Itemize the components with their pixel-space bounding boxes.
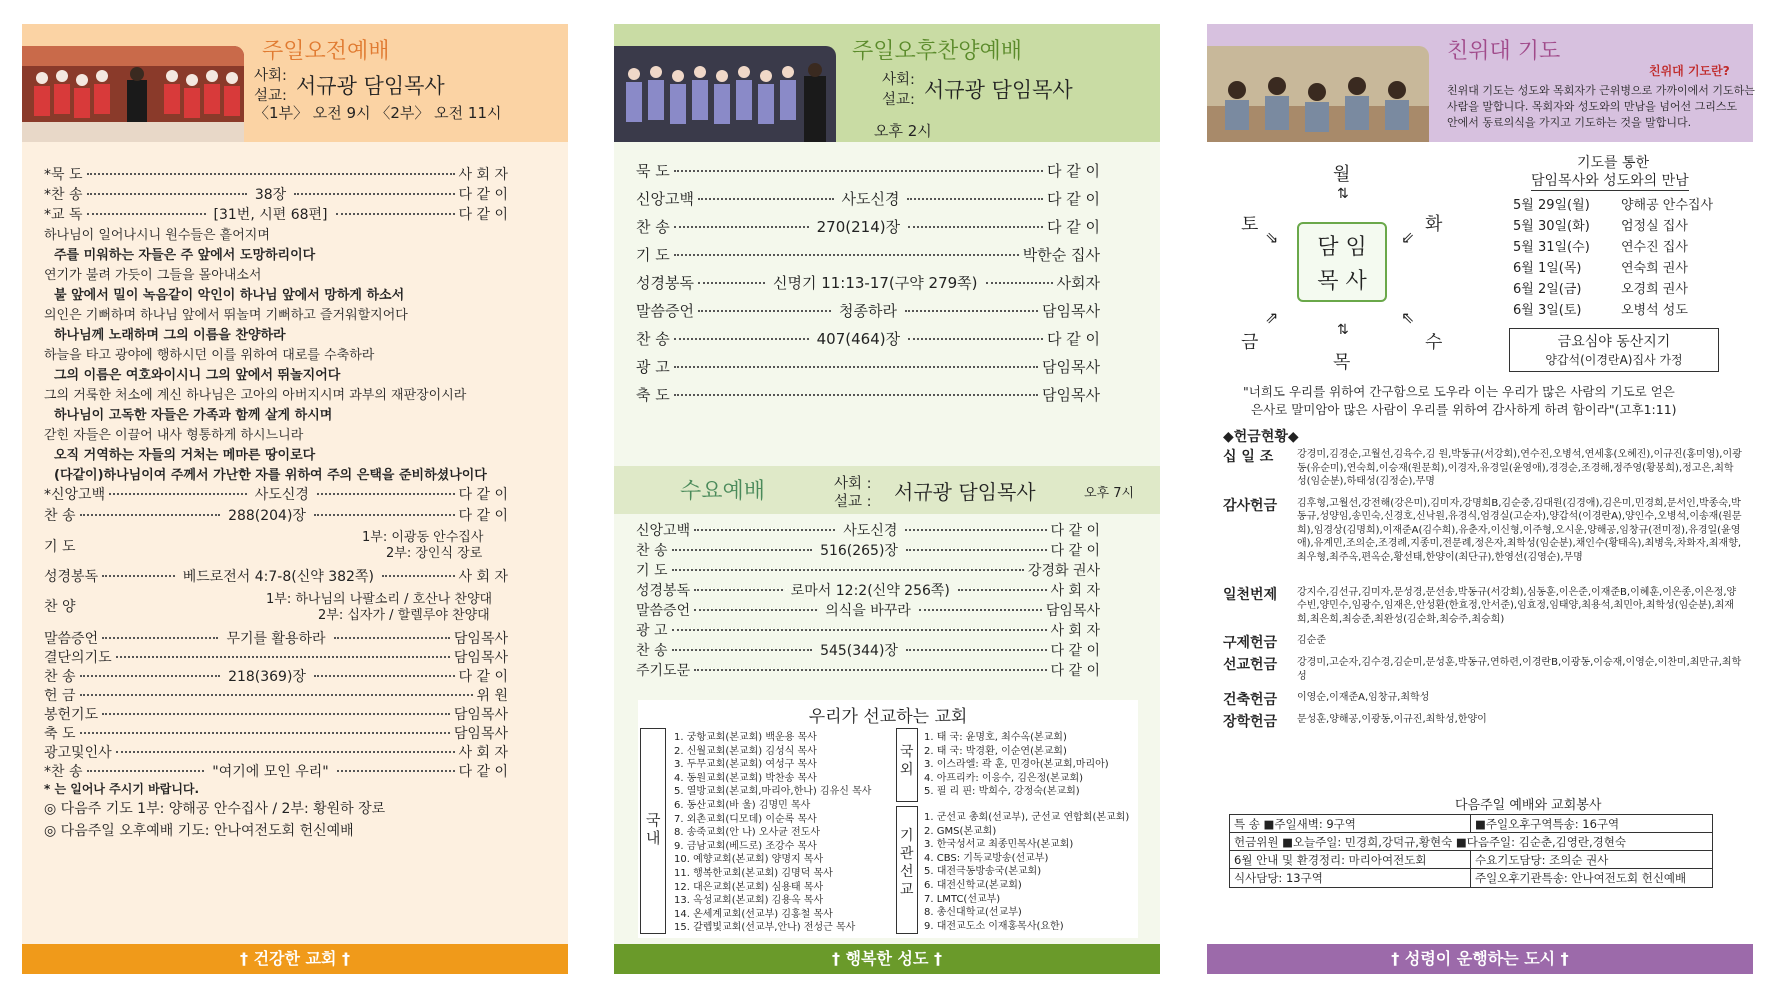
domestic-mission-item: 2. 신월교회(본교회) 김성식 목사: [674, 745, 817, 757]
item-content: 의식을 바꾸라: [825, 603, 911, 619]
prayer-second-service: 2부: 장인식 장로: [386, 546, 483, 561]
item-leader: 다 같 이: [458, 487, 509, 503]
item-leader: 다 같 이: [458, 669, 509, 685]
item-label: 광 고: [636, 623, 668, 639]
domestic-mission-item: 9. 금남교회(베드로) 조강수 목사: [674, 840, 817, 852]
offering-category: 선교헌금: [1223, 657, 1278, 673]
prayer-circle-diagram: [1233, 154, 1453, 378]
item-content: 로마서 12:2(신약 256쪽): [790, 583, 950, 599]
panel-header: [1207, 24, 1753, 142]
offering-category: 장학헌금: [1223, 714, 1278, 730]
order-row: [636, 216, 1100, 237]
choir-photo: [614, 46, 836, 142]
mission-title: 우리가 선교하는 교회: [808, 707, 968, 727]
order-row: [636, 520, 1100, 540]
order-row: [44, 204, 508, 224]
order-row: [636, 384, 1100, 405]
order-row: [636, 660, 1100, 680]
panel-title: 친위대 기도: [1447, 39, 1561, 64]
day-saturday: 토: [1241, 214, 1259, 235]
org-mission-item: 4. CBS: 기독교방송(선교부): [924, 852, 1049, 864]
domestic-mission-item: 8. 송죽교회(안 나) 오사균 전도사: [674, 827, 820, 839]
service-cell: 주일오후기관특송: 안나여전도회 헌신예배: [1475, 871, 1687, 885]
service-time: 오후 2시: [874, 122, 932, 140]
item-content: 38장: [254, 187, 287, 203]
wed-preacher-label: 설교 :: [834, 494, 872, 510]
offering-names: 문성훈,양해공,이광동,이규진,최학성,한양이: [1297, 714, 1487, 725]
day-friday: 금: [1241, 332, 1259, 353]
order-row: [44, 742, 508, 762]
domestic-mission-item: 14. 온세계교회(선교부) 김홍철 목사: [674, 908, 833, 920]
day-thursday: 목: [1333, 352, 1351, 373]
responsive-reading-line: 갇힌 자들은 이끌어 내사 형통하게 하시느니라: [44, 428, 304, 443]
org-mission-item: 8. 총신대학교(선교부): [924, 907, 1022, 919]
panel-title: 주일오전예배: [262, 39, 390, 64]
afternoon-worship-panel: [614, 24, 1160, 974]
item-label: 묵 도: [636, 162, 670, 180]
item-leader: 다 같 이: [458, 508, 509, 524]
item-leader: 담임목사: [453, 650, 508, 666]
item-label: 성경봉독: [636, 274, 694, 292]
description-line: 사람을 말합니다. 목회자와 성도와의 만남을 넘어선 그리스도: [1447, 100, 1738, 113]
service-times: 〈1부〉 오전 9시 〈2부〉 오전 11시: [254, 104, 502, 122]
service-cell: 특 송 ■주일새벽: 9구역: [1230, 815, 1471, 832]
item-leader: 다 같 이: [458, 207, 509, 223]
item-label: 찬 송: [636, 218, 670, 236]
schedule-date: 6월 1일(목): [1513, 261, 1582, 276]
foreign-mission-item: 4. 아프리카: 이응수, 김은정(본교회): [924, 772, 1084, 784]
description-line: 안에서 동료의식을 가지고 기도하는 것을 말합니다.: [1447, 116, 1692, 129]
item-leader: 다 같 이: [1047, 218, 1101, 236]
domestic-mission-item: 7. 외촌교회(디모데) 이순록 목사: [674, 813, 817, 825]
offering-names: 김순준: [1297, 635, 1326, 646]
wednesday-header: [614, 466, 1160, 514]
service-cell: 헌금위원 ■오늘주일: 민경희,강덕규,황현숙 ■다음주일: 김순춘,김영란,경현숙: [1234, 835, 1626, 849]
day-wednesday: 수: [1425, 332, 1443, 353]
service-row: [1230, 851, 1712, 869]
panel-header: [614, 24, 1160, 142]
item-label: 성경봉독: [636, 583, 691, 599]
item-label: 찬 송: [636, 643, 668, 659]
panel-header: [22, 24, 568, 142]
friday-vigil-name: 양갑석(이경란A)집사 가정: [1545, 353, 1683, 367]
item-label: *찬 송: [44, 187, 83, 203]
item-label: 신앙고백: [636, 523, 691, 539]
service-cell: ■주일오후구역특송: 16구역: [1475, 817, 1620, 831]
order-row: [636, 188, 1100, 209]
item-leader: 담임목사: [1042, 358, 1100, 376]
domestic-mission-item: 6. 동산교회(바 울) 김명민 목사: [674, 800, 811, 811]
item-label: 신앙고백: [636, 190, 694, 208]
preacher-label: 설교:: [882, 92, 915, 108]
responsive-reading-line: 하나님께 노래하며 그의 이름을 찬양하라: [54, 328, 286, 343]
service-cell: 수요기도담당: 조의순 권사: [1475, 853, 1609, 867]
responsive-reading-line: 연기가 불려 가듯이 그들을 몰아내소서: [44, 268, 262, 283]
schedule-name: 오경희 권사: [1621, 282, 1688, 297]
domestic-mission-item: 15. 갈렙빛교회(선교부,안나) 전성근 목사: [674, 922, 856, 934]
item-content: 무기를 활용하라: [226, 631, 326, 647]
org-label-box: [896, 806, 918, 934]
panel-title: 주일오후찬양예배: [852, 39, 1023, 64]
item-label: *신앙고백: [44, 487, 106, 503]
foreign-mission-item: 2. 태 국: 박경환, 이순연(본교회): [924, 745, 1067, 757]
day-tuesday: 화: [1425, 214, 1443, 235]
schedule-date: 5월 29일(월): [1513, 198, 1590, 213]
order-row: [44, 484, 508, 504]
offering-names: 강지수,김선규,김미자,문성경,문선송,박동규(서강회),심동훈,이은준,이재준B,이혜훈,이은종,이은정,양수빈,양민수,임광수,임재은,안성환(한효정,안서준),임효정,임태양,최용석,최민아,최학성(임순분),최재희,최은희,최승준,최완성(김순화,최승주,최승희): [1297, 586, 1737, 625]
order-row: [636, 580, 1100, 600]
item-content: 사도신경: [254, 487, 309, 503]
order-row: [44, 184, 508, 204]
item-leader: 위 원: [476, 688, 508, 704]
order-row: [636, 300, 1100, 321]
schedule-date: 6월 3일(토): [1513, 303, 1582, 318]
item-leader: 다 같 이: [1046, 162, 1100, 180]
panel-footer: † 행복한 성도 †: [614, 944, 1160, 974]
responsive-reading-line: 하나님이 고독한 자들은 가족과 함께 살게 하시며: [54, 408, 333, 423]
schedule-date: 5월 30일(화): [1513, 219, 1590, 234]
domestic-mission-item: 4. 동원교회(본교회) 박찬송 목사: [674, 772, 817, 784]
item-label: 성경봉독: [44, 569, 99, 585]
org-mission-item: 2. GMS(본교회): [924, 825, 997, 837]
item-leader: 다 같 이: [458, 187, 509, 203]
item-label: 축 도: [44, 726, 76, 742]
service-row: [1230, 815, 1712, 833]
item-content: 545(344)장: [820, 643, 898, 659]
foreign-mission-item: 3. 이스라엘: 곽 훈, 민경아(본교회,마리아): [924, 759, 1109, 771]
anthem-label: 찬 양: [44, 599, 76, 615]
responsive-reading-line: 주를 미워하는 자들은 주 앞에서 도망하리이다: [54, 248, 316, 263]
order-row: [44, 704, 508, 724]
item-leader: 다 같 이: [1047, 330, 1101, 348]
item-label: 말씀증언: [636, 302, 694, 320]
item-leader: 사 회 자: [1050, 623, 1100, 639]
item-label: 기 도: [636, 563, 668, 579]
service-table: [1229, 814, 1713, 888]
next-prayer-note: ◎ 다음주 기도 1부: 양해공 안수집사 / 2부: 황원하 장로: [44, 801, 386, 817]
description-line: 친위대 기도는 성도와 목회자가 근위병으로 가까이에서 기도하는: [1447, 84, 1755, 97]
item-label: 말씀증언: [636, 603, 691, 619]
item-leader: 담임목사: [453, 726, 508, 742]
offering-names: 강경미,김경순,고월선,김육수,김 원,박동규(서강회),연수진,오병석,연세홍(오혜진),이규진(홍미영),이광동(유순미),연숙희,이승재(원문희),이경자,유경일(윤영애),경경순,조경해,정주영(황봉희),정고은,최학성(임순분),하태성(김정순),무명: [1297, 449, 1742, 487]
schedule-date: 5월 31일(수): [1513, 240, 1590, 255]
domestic-mission-item: 5. 열방교회(본교회,마리아,한나) 김유신 목사: [674, 786, 872, 798]
schedule-name: 엄정실 집사: [1621, 219, 1688, 234]
item-label: 기 도: [636, 246, 670, 264]
arrow-diag-icon: ⇗: [1265, 308, 1279, 327]
item-label: 찬 송: [44, 508, 76, 524]
friday-vigil-box: [1509, 328, 1719, 372]
responsive-reading-line: 불 앞에서 밀이 녹음같이 악인이 하나님 앞에서 망하게 하소서: [54, 288, 405, 303]
domestic-mission-item: 12. 대은교회(본교회) 심용태 목사: [674, 881, 824, 893]
schedule-date: 6월 2일(금): [1513, 282, 1582, 297]
item-label: *교 독: [44, 207, 83, 223]
responsive-reading-line: 하나님이 일어나시니 원수들은 흩어지며: [44, 228, 270, 243]
order-row: [636, 620, 1100, 640]
item-label: 찬 송: [44, 669, 76, 685]
item-label: 찬 송: [636, 330, 670, 348]
foreign-mission-item: 5. 필 리 핀: 박희수, 강정숙(본교회): [924, 786, 1080, 798]
offering-category: 십 일 조: [1223, 449, 1274, 465]
item-content: [31번, 시편 68편]: [213, 207, 328, 223]
item-label: 봉헌기도: [44, 707, 99, 723]
anthem-first-service: 1부: 하나님의 나팔소리 / 호산나 찬양대: [266, 592, 493, 607]
standing-note: * 는 일어나 주시기 바랍니다.: [44, 782, 200, 796]
order-row: [636, 540, 1100, 560]
prayer-label: 기 도: [44, 539, 76, 555]
order-row: [44, 647, 508, 667]
org-mission-item: 7. LMTC(선교부): [924, 893, 1001, 905]
schedule-name: 연숙희 권사: [1621, 261, 1688, 276]
item-label: 축 도: [636, 386, 670, 404]
order-row: [636, 328, 1100, 349]
item-leader: 담임목사: [453, 631, 508, 647]
responsive-reading-line: 그의 거룩한 처소에 계신 하나님은 고아의 아버지시며 과부의 재판장이시라: [44, 388, 467, 403]
next-service-title: 다음주일 예배와 교회봉사: [1455, 798, 1602, 813]
wednesday-title: 수요예배: [680, 479, 766, 504]
order-row: [636, 244, 1100, 265]
offering-category: 일천번제: [1223, 586, 1278, 603]
item-content: "여기에 모인 우리": [212, 764, 329, 780]
preacher-label: 설교:: [254, 88, 287, 104]
panel-footer: † 성령이 운행하는 도시 †: [1207, 944, 1753, 974]
item-content: 218(369)장: [228, 669, 306, 685]
morning-worship-panel: [22, 24, 568, 974]
leader-label: 사회:: [254, 68, 287, 84]
wed-leader-label: 사회 :: [834, 476, 872, 492]
order-row: [44, 723, 508, 743]
prayer-first-service: 1부: 이광동 안수집사: [362, 530, 484, 545]
panel-footer: † 건강한 교회 †: [22, 944, 568, 974]
item-content: 516(265)장: [820, 543, 898, 559]
offering-names: 강경미,고순자,김수경,김순미,문성훈,박동규,연하련,이경란B,이광동,이승재,이영순,이찬미,최만규,최학성: [1297, 657, 1742, 682]
order-row: [636, 160, 1100, 181]
arrow-diag-icon: ⇘: [1265, 228, 1279, 247]
domestic-mission-item: 10. 예향교회(본교회) 양명지 목사: [674, 854, 824, 866]
item-label: 찬 송: [636, 543, 668, 559]
offering-category: 건축헌금: [1223, 692, 1278, 708]
what-is-question: 친위대 기도란?: [1649, 64, 1730, 78]
meeting-title-2: 담임목사와 성도와의 만남: [1531, 170, 1689, 191]
item-label: *찬 송: [44, 764, 83, 780]
leader-label: 사회:: [882, 72, 915, 88]
order-row: [44, 761, 508, 781]
prayer-guard-panel: [1207, 24, 1753, 974]
item-leader: 사 회 자: [458, 569, 509, 585]
wed-preacher: 서규광 담임목사: [894, 480, 1036, 504]
center-line2: 목 사: [1317, 269, 1367, 294]
item-leader: 다 같 이: [1050, 543, 1101, 559]
domestic-mission-item: 13. 옥성교회(본교회) 김용옥 목사: [674, 895, 824, 907]
order-row: [636, 640, 1100, 660]
foreign-label-box: [896, 728, 918, 802]
org-mission-item: 1. 군선교 총회(선교부), 군선교 연합회(본교회): [924, 812, 1130, 823]
item-label: *묵 도: [44, 167, 83, 183]
responsive-reading-line: 의인은 기뻐하며 하나님 앞에서 뛰놀며 기뻐하고 즐거워할지어다: [44, 308, 408, 323]
domestic-label: 국내: [646, 811, 661, 847]
domestic-label-box: [640, 728, 666, 934]
schedule-name: 양해공 안수집사: [1621, 198, 1714, 213]
mission-box: [638, 700, 1138, 938]
offering-category: 구제헌금: [1223, 635, 1278, 651]
foreign-mission-item: 1. 태 국: 윤명호, 최수옥(본교회): [924, 732, 1067, 743]
responsive-reading-line: 하늘을 타고 광야에 행하시던 이를 위하여 대로를 수축하라: [44, 348, 375, 363]
prayer-photo: [1207, 46, 1429, 142]
responsive-reading-line: 오직 거역하는 자들의 거처는 메마른 땅이로다: [54, 448, 316, 463]
org-mission-item: 3. 한국성서교 최종민목사(본교회): [924, 839, 1074, 851]
pastor-center-box: [1297, 222, 1387, 302]
offering-title: ◆헌금현황◆: [1223, 429, 1299, 445]
item-leader: 사회자: [1056, 274, 1100, 292]
item-leader: 사 회 자: [458, 167, 508, 183]
service-cell: 식사담당: 13구역: [1230, 869, 1471, 887]
item-leader: 다 같 이: [1050, 663, 1100, 679]
item-content: 407(464)장: [816, 330, 901, 348]
meeting-title-1: 기도를 통한: [1577, 155, 1650, 171]
item-leader: 다 같 이: [1050, 643, 1101, 659]
org-mission-item: 6. 대전신학교(본교회): [924, 880, 1022, 891]
item-leader: 사 회 자: [458, 745, 508, 761]
item-label: 결단의기도: [44, 650, 112, 666]
schedule-name: 연수진 집사: [1621, 240, 1688, 255]
item-label: 광 고: [636, 358, 670, 376]
item-content: 270(214)장: [816, 218, 901, 236]
order-row: [636, 272, 1100, 293]
center-line1: 담 임: [1317, 235, 1367, 260]
order-row: [636, 356, 1100, 377]
service-cell: 6월 안내 및 환경정리: 마리아여전도회: [1230, 851, 1471, 868]
item-label: 말씀증언: [44, 631, 99, 647]
item-content: 신명기 11:13-17(구약 279쪽): [772, 274, 978, 292]
item-content: 베드로전서 4:7-8(신약 382쪽): [182, 569, 374, 585]
anthem-second-service: 2부: 십자가 / 할렐루야 찬양대: [318, 608, 490, 623]
org-label: 기관선교: [900, 828, 914, 898]
arrow-up-down-icon: ⇅: [1337, 186, 1349, 202]
offering-names: 김후형,고월선,강전해(강은미),김미자,강명희B,김순중,김대원(김경애),김은미,민경희,문서인,박종숙,박동규,성양임,송민숙,신경호,신낙원,유경식,엄경실(고순자),양갑석(이경란A),양인수,오병석,이송재(원문희),임경상(김명희),이재준A(김수희),유춘자,이신형,이주형,오시운,양해공,임창규(전미정),유경일(윤영애),유계민,조의순,조경례,지종미,전문례,정은자,최학성(임순분),채인수(황태옥),최병욱,차화자,최재향,최우형,최주옥,편옥순,황선태,한양이(최단규),한영선(김영순),무명: [1297, 497, 1742, 563]
item-label: 헌 금: [44, 688, 76, 704]
offering-names: 이영순,이재준A,임창규,최학성: [1297, 692, 1430, 703]
order-row: [44, 505, 508, 525]
service-row: [1230, 869, 1712, 887]
item-leader: 담임목사: [453, 707, 508, 723]
service-row: [1230, 833, 1712, 851]
item-leader: 담임목사: [1042, 386, 1100, 404]
domestic-mission-item: 1. 궁항교회(본교회) 백운용 목사: [674, 732, 817, 743]
order-row: [44, 666, 508, 686]
scripture-row: [44, 566, 508, 586]
preacher-name: 서규광 담임목사: [296, 74, 445, 98]
item-label: 광고및인사: [44, 745, 112, 761]
friday-vigil-title: 금요심야 동산지기: [1557, 334, 1671, 350]
next-afternoon-note: ◎ 다음주일 오후예배 기도: 안나여전도회 헌신예배: [44, 823, 354, 839]
item-content: 사도신경: [841, 190, 900, 208]
verse-line2: 은사로 말미암아 많은 사람이 우리를 위하여 감사하게 하려 함이라"(고후1:11): [1251, 402, 1677, 417]
order-row: [44, 628, 508, 648]
responsive-reading-line: 그의 이름은 여호와이시니 그의 앞에서 뛰놀지어다: [54, 368, 341, 383]
choir-photo: [22, 46, 244, 142]
item-leader: 담임목사: [1045, 603, 1101, 619]
item-leader: 다 같 이: [1050, 523, 1101, 539]
domestic-mission-item: 11. 행복한교회(본교회) 김명덕 목사: [674, 868, 833, 879]
org-mission-item: 9. 대전교도소 이재홍목사(요한): [924, 920, 1064, 932]
domestic-mission-item: 3. 두무교회(본교회) 여성구 목사: [674, 759, 817, 771]
item-leader: 담임목사: [1042, 302, 1100, 320]
item-leader: 다 같 이: [1047, 190, 1101, 208]
order-row: [636, 560, 1100, 580]
offering-category: 감사헌금: [1223, 497, 1278, 514]
item-label: 주기도문: [636, 663, 691, 679]
org-mission-item: 5. 대전극동방송국(본교회): [924, 866, 1042, 878]
arrow-up-down-icon: ⇅: [1337, 322, 1349, 338]
wed-time: 오후 7시: [1084, 486, 1135, 501]
order-row: [636, 600, 1100, 620]
item-content: 사도신경: [843, 523, 898, 539]
order-row: [44, 164, 508, 184]
arrow-diag-icon: ⇙: [1401, 228, 1415, 247]
item-content: 288(204)장: [228, 508, 306, 524]
day-monday: 월: [1333, 164, 1351, 185]
item-leader: 다 같 이: [458, 764, 508, 780]
responsive-reading-line: (다같이)하나님이여 주께서 가난한 자를 위하여 주의 은택을 준비하셨나이다: [54, 468, 487, 483]
preacher-name: 서규광 담임목사: [924, 78, 1073, 102]
foreign-label: 국외: [900, 744, 914, 778]
item-leader: 사 회 자: [1050, 583, 1101, 599]
item-leader: 강경화 권사: [1027, 563, 1100, 579]
order-row: [44, 685, 508, 705]
item-content: 청종하라: [839, 302, 897, 320]
arrow-diag-icon: ⇖: [1401, 308, 1415, 327]
schedule-name: 오병석 성도: [1621, 303, 1688, 318]
verse-line1: "너희도 우리를 위하여 간구함으로 도우라 이는 우리가 많은 사람의 기도로 얻은: [1243, 384, 1675, 399]
item-leader: 박한순 집사: [1022, 246, 1100, 264]
